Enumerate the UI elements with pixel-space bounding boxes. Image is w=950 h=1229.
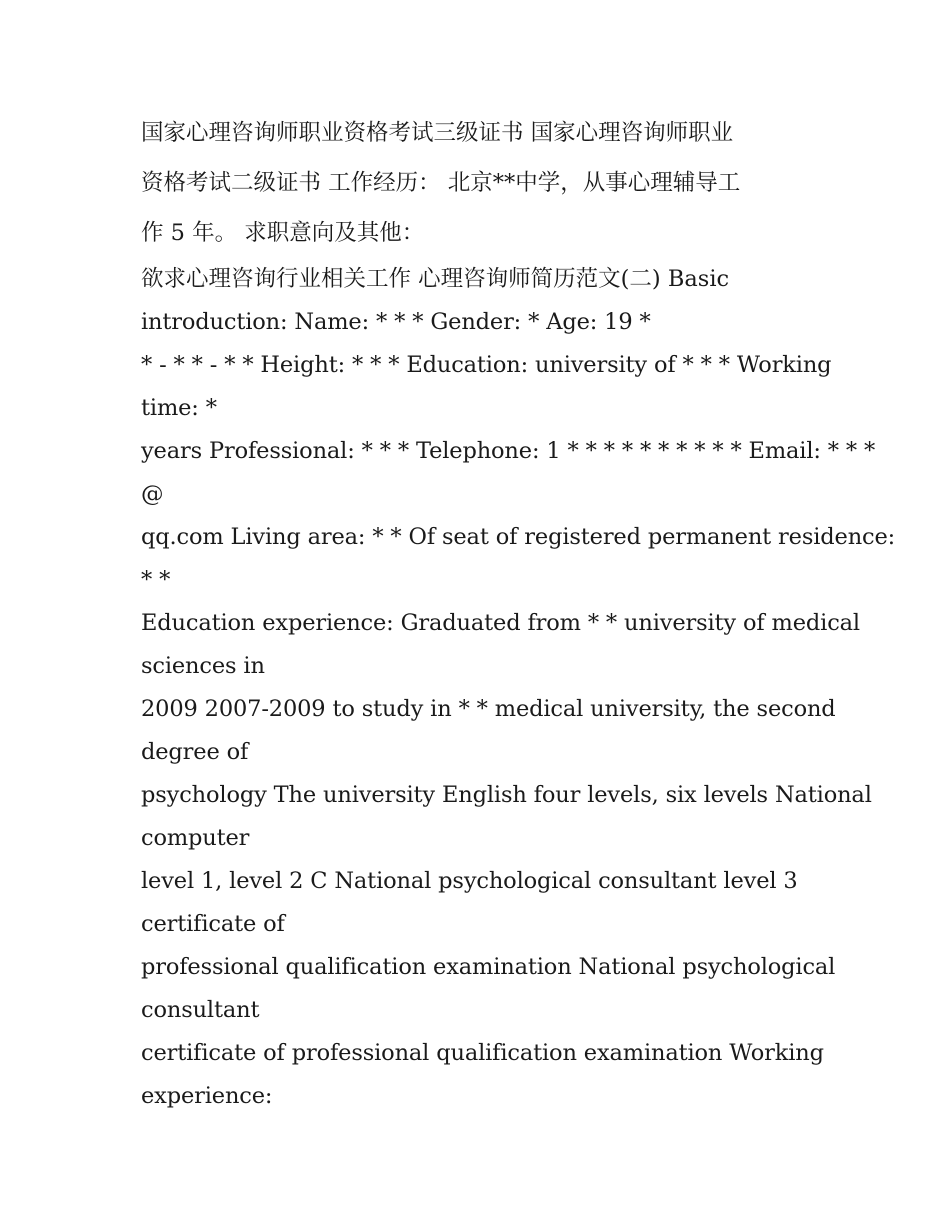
text-line: consultant <box>141 997 260 1023</box>
text-line: professional qualification examination National psychological <box>141 954 836 980</box>
text-line: experience: <box>141 1083 273 1109</box>
text-line: years Professional: * * * Telephone: 1 * * * * * * * * * * Email: * * * <box>141 438 876 464</box>
resume-paragraph <box>141 258 896 1118</box>
document-body <box>141 108 896 1118</box>
text-line: psychology The university English four levels, six levels National <box>141 782 872 808</box>
text-line: 国家心理咨询师职业资格考试三级证书 国家心理咨询师职业 <box>141 120 734 146</box>
text-line: degree of <box>141 739 249 765</box>
text-line: 资格考试二级证书 工作经历： 北京**中学，从事心理辅导工 <box>141 170 741 196</box>
text-line: 作 5 年。 求职意向及其他： <box>141 220 425 246</box>
chinese-paragraph <box>141 108 811 258</box>
text-line: level 1, level 2 C National psychological consultant level 3 <box>141 868 798 894</box>
text-line: 2009 2007-2009 to study in * * medical university, the second <box>141 696 836 722</box>
text-line: certificate of <box>141 911 285 937</box>
text-line: time: * <box>141 395 217 421</box>
text-line: qq.com Living area: * * Of seat of registered permanent residence: <box>141 524 896 550</box>
text-line: Education experience: Graduated from * * university of medical <box>141 610 860 636</box>
text-line: certificate of professional qualification examination Working <box>141 1040 824 1066</box>
text-line: * * <box>141 567 171 593</box>
text-line: introduction: Name: * * * Gender: * Age: 19 * <box>141 309 651 335</box>
text-line: 欲求心理咨询行业相关工作 心理咨询师简历范文(二) Basic <box>141 266 730 292</box>
text-line: sciences in <box>141 653 265 679</box>
text-line: computer <box>141 825 250 851</box>
text-line: * - * * - * * Height: * * * Education: university of * * * Working <box>141 352 832 378</box>
text-line: @ <box>141 481 164 507</box>
